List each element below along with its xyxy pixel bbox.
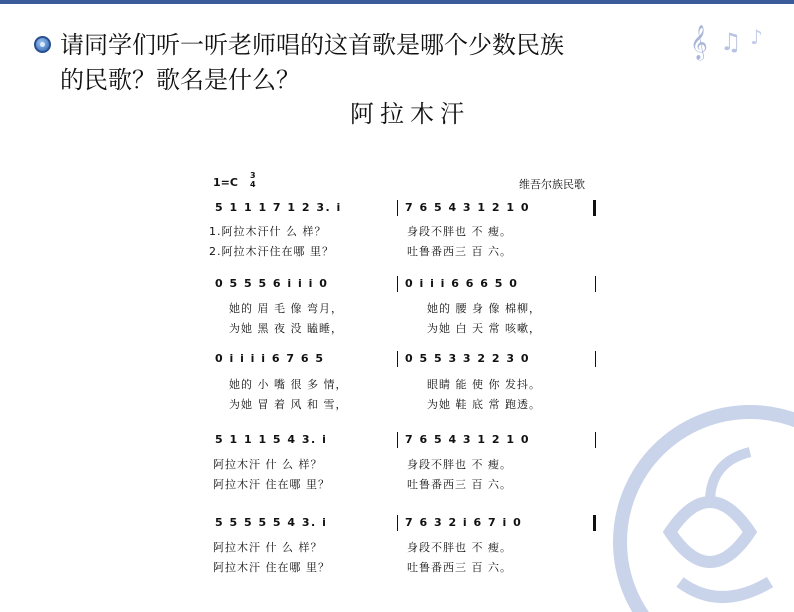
notes-right: 7 6 3 2 i 6 7 i 0 <box>405 516 523 529</box>
music-notes-icon <box>690 18 780 64</box>
question-line-1: 请同学们听一听老师唱的这首歌是哪个少数民族 <box>60 31 564 59</box>
lyric-right: 为她 鞋 底 常 跑透。 <box>427 398 541 411</box>
bar-line <box>595 351 596 367</box>
lyric-right: 身段不胖也 不 瘦。 <box>407 225 512 238</box>
meter-bottom: 4 <box>250 180 256 189</box>
lyric-left: 阿拉木汗 住在哪 里？ <box>213 478 330 491</box>
lyric-left: 她的 小 嘴 很 多 情， <box>229 378 348 391</box>
lyric-left: 阿拉木汗 住在哪 里？ <box>213 561 330 574</box>
question-line-2: 的民歌？歌名是什么？ <box>60 66 300 94</box>
lyric-right: 吐鲁番西三 百 六。 <box>407 478 512 491</box>
final-bar-line <box>593 515 596 531</box>
watermark-logo-icon <box>600 392 794 612</box>
notes-left: 5 1 1 1 5 4 3. i <box>215 433 328 446</box>
lyric-right: 身段不胖也 不 瘦。 <box>407 541 512 554</box>
lyric-right: 为她 白 天 常 咳嗽， <box>427 322 541 335</box>
music-score <box>207 166 609 586</box>
lyric-left: 2.阿拉木汗住在哪 里？ <box>209 245 334 258</box>
lyric-right: 眼睛 能 使 你 发抖。 <box>427 378 541 391</box>
lyric-right: 吐鲁番西三 百 六。 <box>407 245 512 258</box>
notes-right: 0 5 5 3 3 2 2 3 0 <box>405 352 531 365</box>
svg-text:♫: ♫ <box>720 28 742 56</box>
lyric-left: 阿拉木汗 什 么 样？ <box>213 541 323 554</box>
time-signature <box>250 171 256 189</box>
notes-left: 0 5 5 5 6 i i i 0 <box>215 277 329 290</box>
lyric-left: 她的 眉 毛 像 弯月， <box>229 302 343 315</box>
lyric-left: 阿拉木汗 什 么 样？ <box>213 458 323 471</box>
bar-line <box>397 432 398 448</box>
meter-top: 3 <box>250 171 256 180</box>
lyric-right: 身段不胖也 不 瘦。 <box>407 458 512 471</box>
song-origin: 维吾尔族民歌 <box>519 178 585 191</box>
notes-right: 0 i i i 6 6 6 5 0 <box>405 277 519 290</box>
notes-right: 7 6 5 4 3 1 2 1 0 <box>405 433 531 446</box>
top-border-line <box>0 0 794 4</box>
bullet-icon <box>34 36 51 53</box>
bar-line <box>397 351 398 367</box>
bar-line <box>595 276 596 292</box>
lyric-left: 1.阿拉木汗什 么 样？ <box>209 225 327 238</box>
svg-text:𝄞: 𝄞 <box>690 25 708 60</box>
key-signature: 1=C <box>213 176 238 189</box>
repeat-bar-line <box>593 200 596 216</box>
lyric-left: 为她 黑 夜 没 瞌睡， <box>229 322 343 335</box>
lyric-left: 为她 冒 着 风 和 雪， <box>229 398 348 411</box>
notes-left: 5 1 1 1 7 1 2 3. i <box>215 201 342 214</box>
lyric-right: 吐鲁番西三 百 六。 <box>407 561 512 574</box>
notes-left: 5 5 5 5 5 4 3. i <box>215 516 328 529</box>
notes-right: 7 6 5 4 3 1 2 1 0 <box>405 201 531 214</box>
bar-line <box>397 276 398 292</box>
bar-line <box>397 515 398 531</box>
bar-line <box>595 432 596 448</box>
lyric-right: 她的 腰 身 像 棉柳， <box>427 302 541 315</box>
bar-line <box>397 200 398 216</box>
svg-text:♪: ♪ <box>750 25 763 49</box>
notes-left: 0 i i i i 6 7 6 5 <box>215 352 325 365</box>
song-title: 阿拉木汗 <box>350 100 470 128</box>
